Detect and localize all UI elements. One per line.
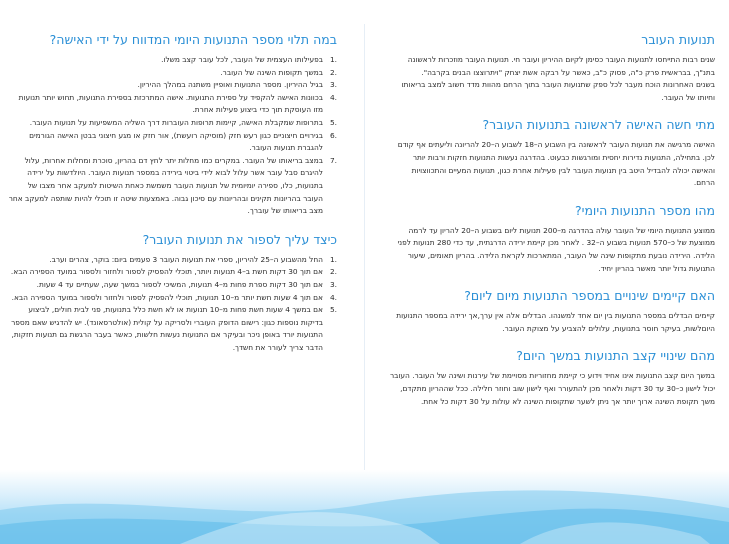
numbered-list: [7, 254, 337, 355]
list-item: .7 במצב בריאותו של העובר. במקרים כמו מחלות יתר לחץ דם בהריון, סוכרת ומחלות אחרות, עלול להיגרם סבל עובר אשר עלול לבוא לידי ביטוי בירידה במספר תנועות העובר. היולדשות על ירידה בתנועות, כלו, ספירה יומיומית של תנועות העובר משמשת כאחת השיטות למעקב אחר מצבו של העובר בהריונות תקינים ובהריונות עם סיכון גבוה. באמצעות שיטה זו תוכלי להיות שותפה למעקב אחר מצב בריאותו של עוברך.: [8, 155, 337, 216]
section-paragraph: שנים רבות התייחסו לתנועות העובר כסימן לקיום ההיריון ועובר חי. תנועות העובר מוזכרות לראשונה בתנ"ך, בבראשית פרק כ"ה, פסוק כ"ב, כאשר על רבקה אשת יצחק "ויתרוצצו הבנים בקרבה".: [407, 55, 715, 77]
section-title: מהו מספר התנועות היומי?: [575, 202, 715, 218]
right-column: [389, 32, 715, 421]
list-item: .5 אם במשך 4 שעות חשת פחות מ–10 תנועות או לא חשת כלל בתנועות, פני לבית חולים, לביצוע בדיקות נוספות כגון: רישום הדופק העוברי ולסריקה על קולית (אולטרסאונד). יש להדגיש שאם מספר התנועות יורד באופן ניכר ובעיקר אם התנועות נעשות חלשות, כאשר בעבר הרגשת גם תנועות חזקות, הדבר צריך לעורר את חשדך.: [11, 305, 337, 352]
list-item: .2 במשך תקופות השינה של העובר.: [220, 67, 337, 77]
section-paragraph: בשנים האחרונות הוכח מעבר לכל ספק שתנועות העובר בתוך הרחם מהוות מדד חשוב למצב בריאותו וחיותו של העובר.: [401, 80, 715, 102]
section-day-to-day-changes: [389, 288, 715, 335]
section-title: תנועות העובר: [641, 32, 715, 47]
section-how-to-count: [7, 232, 337, 355]
section-title: מתי חשה האישה לראשונה בתנועות העובר?: [482, 117, 715, 133]
section-paragraph: האישה מרגישה את תנועות העובר לראשונה בין השבוע ה–18 לשבוע ה–20 להריונה וליעתים אף קודם לכן. בתחילה, התנועות נדירות יחסית ומורגשות כבעוט. בהדרגה נעשות התנועות חזקות ורבות יותר והאישה יכולה להבדיל היטב בין תנועות העובר לבין פעילות אחרת כגון, תנועות המעיים והתכווצויות הרחם.: [397, 140, 715, 188]
list-item: .4 בכוונות האישה להקפיד על ספירת התנועות. אישה המתרכזת בספירת התנועות, תחוש יותר תנועות מזו העוסקת תוך כדי ביצוע פעילות אחרת.: [18, 92, 337, 115]
section-title: במה תלוי מספר התנועות היומי המדווח על ידי האישה?: [49, 32, 337, 47]
section-first-feel: [389, 117, 715, 189]
list-item: .5 בתרופות שמקבלת האישה, קיימות תרופות העוברות דרך השליה המשפיעות על תנועות העובר.: [29, 117, 337, 127]
page-fold-divider: [364, 24, 365, 472]
left-column: [7, 32, 337, 368]
section-fetal-movements: [389, 32, 715, 104]
section-paragraph: קיימים הבדלים במספר התנועות בין יום אחד למשנהו. הבדלים אלה אין ערך,אך ירידה במספר התנועות היוםלשות, בעיקר חוסר בתנועות, עלולים להצביע על מצוקת העובר.: [396, 311, 715, 333]
section-daily-count: [389, 203, 715, 275]
list-item: .6 בגירויים חיצוניים כגון רעש חזק (מוסיקה רועשת), אור חזק או מגע חיצוני בבטן האישה הגורמים להגברת תנועות העובר.: [29, 130, 337, 153]
list-item: .1 בפעילותו העצמית של העובר, לכל עובר קצב משלו.: [161, 55, 337, 64]
section-rhythm-changes: [389, 348, 715, 408]
section-title: האם קיימים שינויים במספר התנועות מיום ליום?: [464, 288, 715, 304]
list-item: .3 בגיל ההיריון. מספר התנועות ואופיין משתנה במהלך ההיריון.: [137, 80, 337, 90]
section-factors: [7, 32, 337, 218]
wave-graphic: [0, 470, 729, 544]
list-item: .4 אם תוך 4 שעות חשת יותר מ–10 תנועות, תוכלי להפסיק לספור ולחזור ולספור במועד הספירה הבא.: [11, 292, 337, 302]
numbered-list: [7, 54, 337, 218]
decorative-wave-band: [0, 470, 729, 544]
section-paragraph: במשך היום קצב התנועות אינו אחיד וידוע כי קיימת מחזוריות מסויימת של עירנות ושינה של העובר. העובר יכול לישון כ–30 עד 30 דקות ולאחר מכן להתעורר ואף לישון שוב וחוזר חלילה. ככל שההריון מתקדם, משך תקופת השינה ארוך יותר אך ניתן לשער שתקופות השינה לא עולות על 30 דקות כל אחת.: [389, 371, 715, 406]
section-paragraph: ממוצע התנועות היומי של העובר עולה בהדרגה מ–200 תנועות ליום בשבוע ה–20 להריון עד לרמה ממוצעת של כ–570 תנועות בשבוע ה–32 . לאחר מכן קיימת ירידה הדרגתית, עד כדי 280 תנועות לפני הלידה. הירידה נובעת מתקופות שינה של העובר, המתארכות לקראת הלידה. בהריון תאומים, שיעור התנועות גדול יותר מאשר בהריון יחיד.: [397, 225, 715, 273]
list-item: .3 אם תוך 30 דקות ספרת פחות מ–4 תנועות, המשיכי לספור במשך שעה, שעתיים עד 4 שעות.: [36, 279, 337, 289]
section-title: כיצד עליך לספור את תנועות העובר?: [142, 231, 337, 247]
list-item: .2 אם תוך 30 דקות חשת ב–4 תנועות ויותר, תוכלי להפסיק לספור ולחזור ולספור במועד הספירה הבא.: [10, 267, 337, 277]
list-item: .1 החל מהשבוע ה–25 להיריון, ספרי את תנועות העובר 3 פעמים ביום: בוקר, צהרים וערב.: [49, 254, 337, 264]
section-title: מהם שינויי קצב התנועות במשך היום?: [516, 348, 715, 364]
